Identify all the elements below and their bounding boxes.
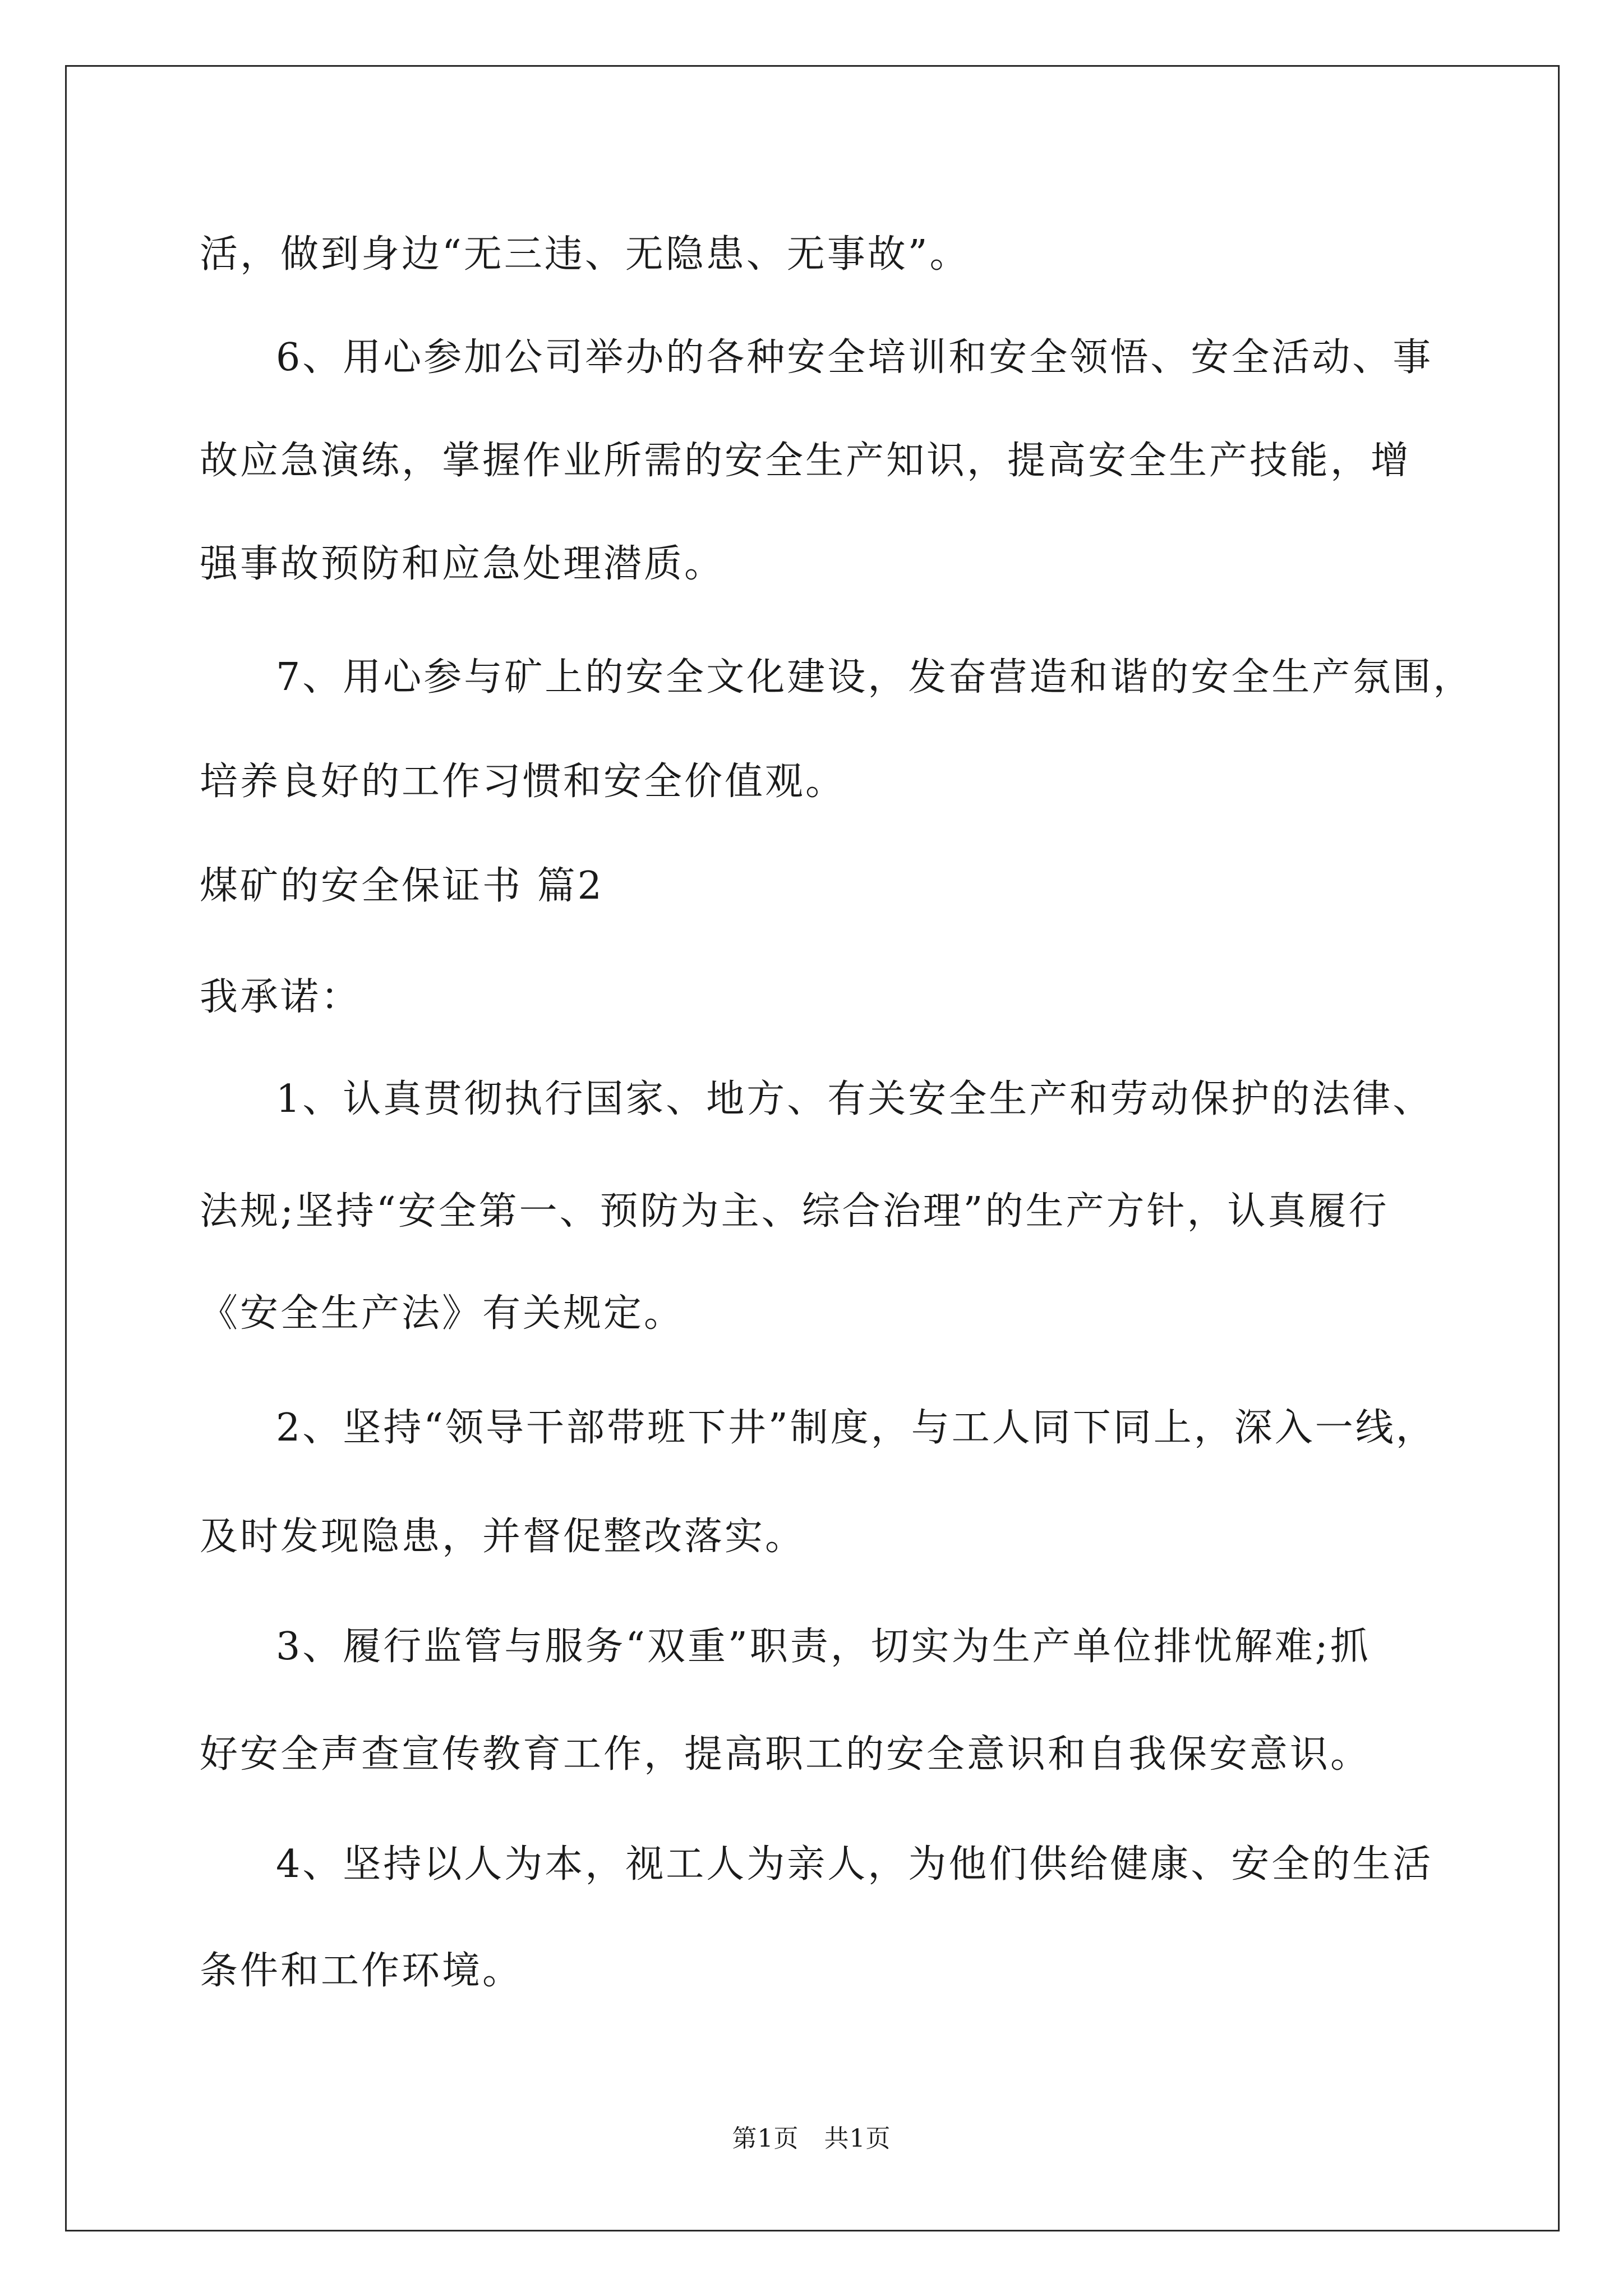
text-line: 法规;坚持“安全第一、预防为主、综合治理”的生产方针，认真履行 [200,1189,1389,1234]
text-line: 强事故预防和应急处理潜质。 [200,542,725,586]
text-line: 3、履行监管与服务“双重”职责，切实为生产单位排忧解难;抓 [276,1625,1371,1669]
text-line: 条件和工作环境。 [200,1949,523,1993]
section-heading: 煤矿的安全保证书 篇2 [200,864,604,908]
text-line: 培养良好的工作习惯和安全价值观。 [200,760,846,804]
text-line: 及时发现隐患，并督促整改落实。 [200,1515,806,1559]
text-line: 故应急演练，掌握作业所需的安全生产知识，提高安全生产技能，增 [200,439,1412,483]
text-line: 1、认真贯彻执行国家、地方、有关安全生产和劳动保护的法律、 [276,1077,1433,1121]
text-line: 6、用心参加公司举办的各种安全培训和安全领悟、安全活动、事 [276,335,1433,380]
text-line: 7、用心参与矿上的安全文化建设，发奋营造和谐的安全生产氛围， [276,655,1474,700]
page-number-footer: 第1页 共1页 [732,2124,891,2153]
page-border [65,65,1560,2231]
text-line: 我承诺： [200,975,362,1019]
text-line: 好安全声查宣传教育工作，提高职工的安全意识和自我保安意识。 [200,1732,1371,1777]
text-line: 《安全生产法》有关规定。 [200,1291,685,1336]
text-line: 2、坚持“领导干部带班下井”制度，与工人同下同上，深入一线， [276,1406,1436,1450]
text-line: 活，做到身边“无三违、无隐患、无事故”。 [200,232,970,277]
text-line: 4、坚持以人为本，视工人为亲人，为他们供给健康、安全的生活 [276,1842,1433,1887]
